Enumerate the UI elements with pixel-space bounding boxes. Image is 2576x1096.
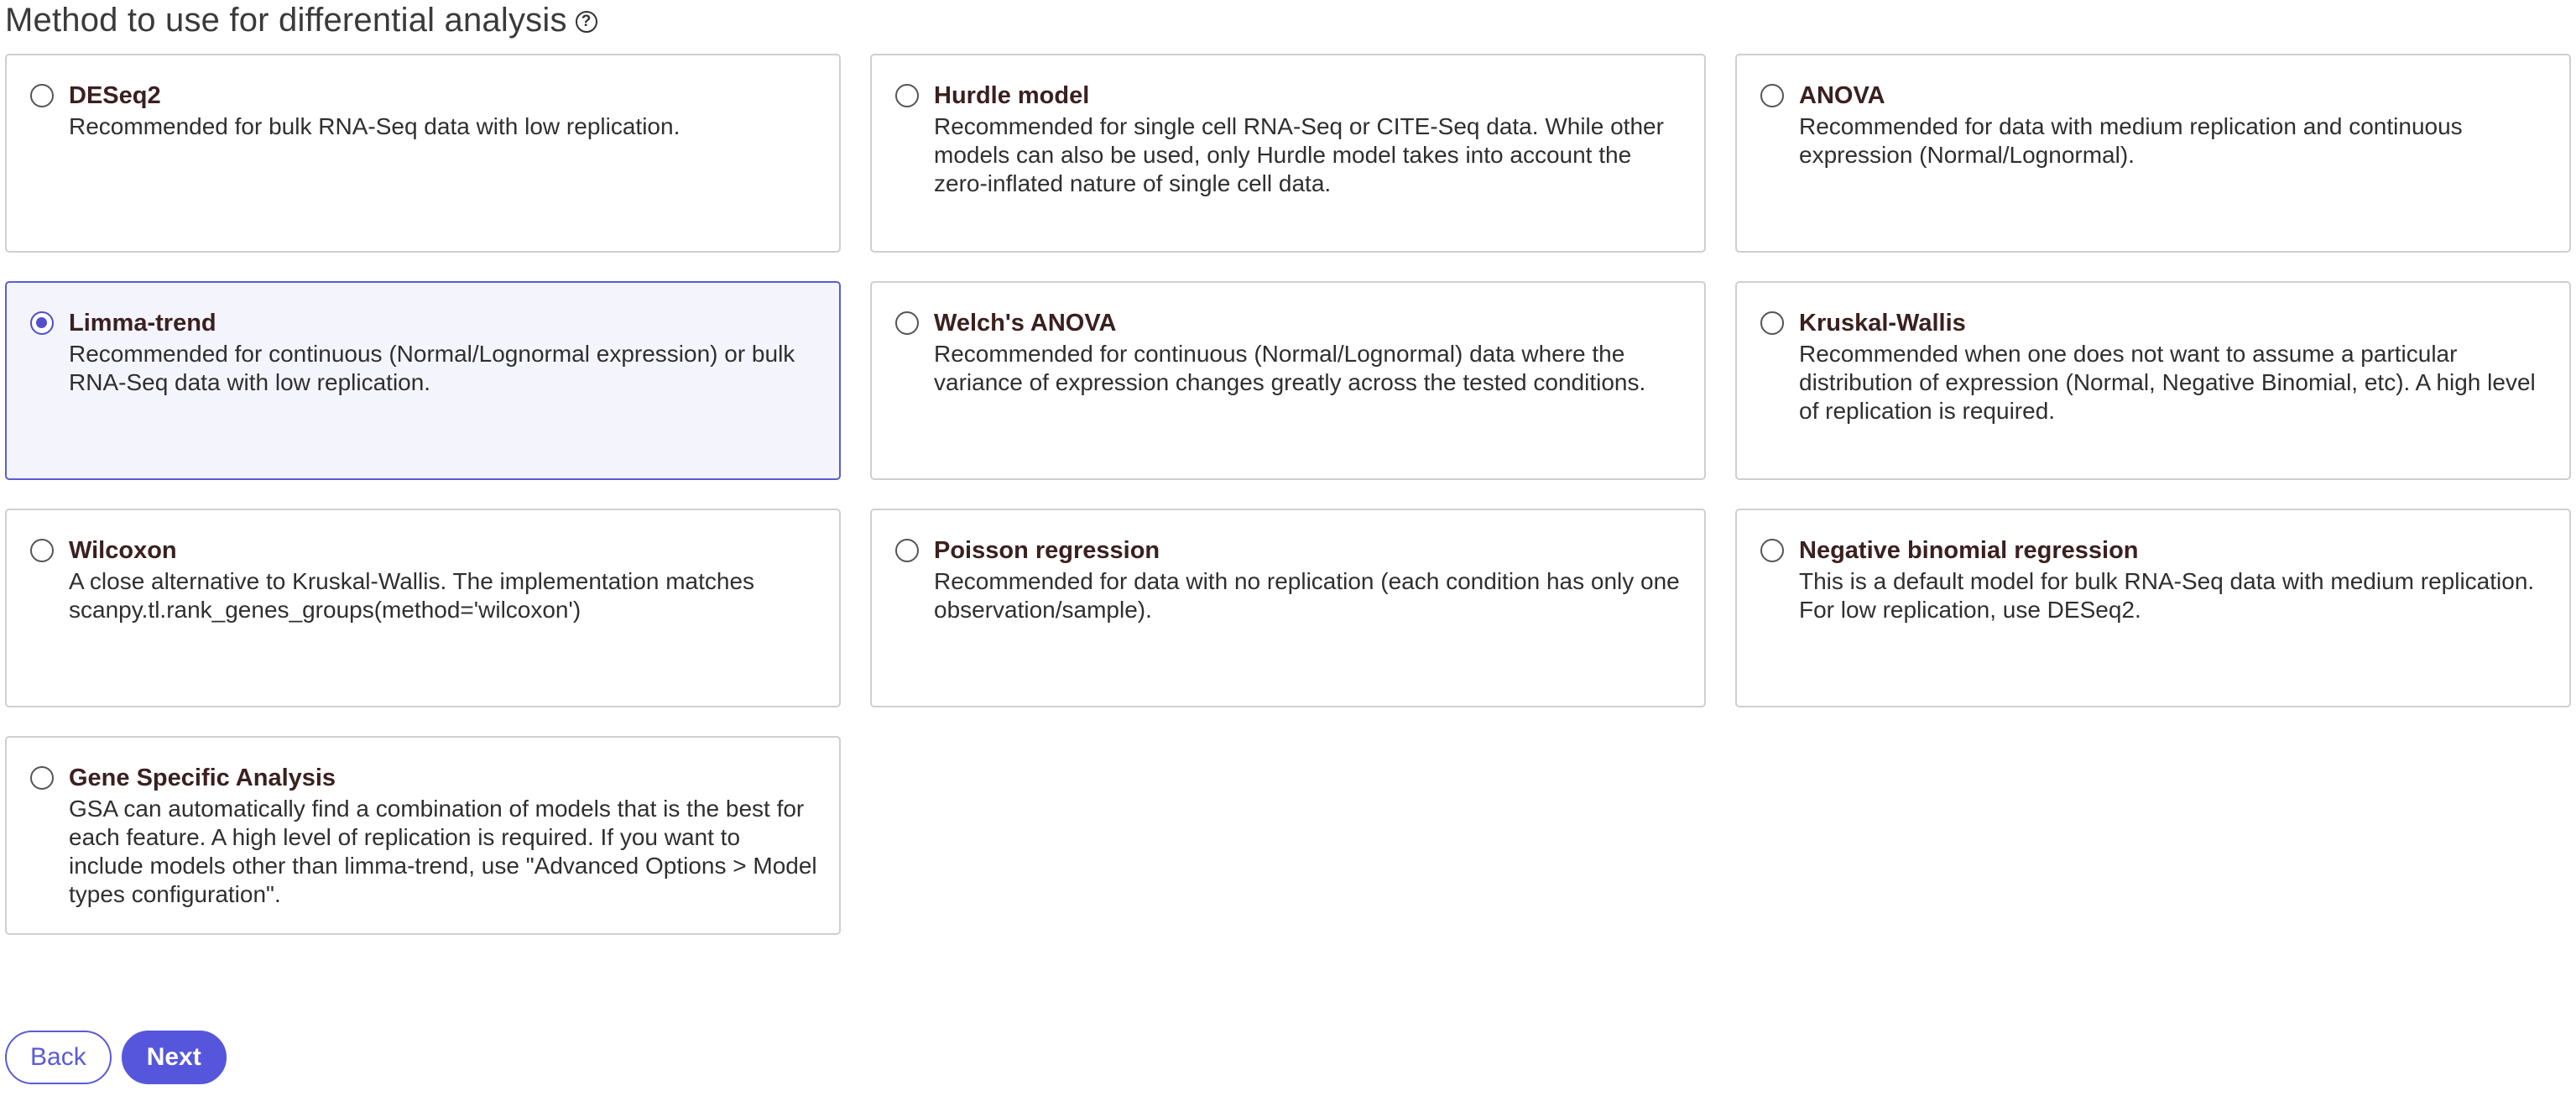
option-description: Recommended for data with medium replication and continuous expression (Normal/Lognormal). [1799, 113, 2463, 168]
radio-negative-binomial-regression[interactable] [1760, 539, 1784, 562]
option-title: Wilcoxon [69, 537, 177, 564]
option-card-welchs-anova[interactable] [870, 281, 1706, 480]
option-card-limma-trend[interactable] [5, 281, 841, 480]
method-options-grid [5, 54, 2571, 935]
option-title: Welch's ANOVA [934, 310, 1117, 337]
option-card-deseq2[interactable] [5, 54, 841, 253]
option-card-negative-binomial-regression[interactable] [1735, 509, 2571, 707]
option-title: DESeq2 [69, 82, 161, 109]
option-card-hurdle-model[interactable] [870, 54, 1706, 253]
radio-limma-trend[interactable] [30, 311, 54, 335]
option-card-wilcoxon[interactable] [5, 509, 841, 707]
option-title: Kruskal-Wallis [1799, 310, 1966, 337]
option-title: Poisson regression [934, 537, 1160, 564]
option-description: Recommended for continuous (Normal/Lognormal expression) or bulk RNA-Seq data with low replication. [69, 341, 795, 395]
option-title: Limma-trend [69, 310, 216, 337]
radio-gene-specific-analysis[interactable] [30, 766, 54, 790]
back-button[interactable]: Back [5, 1031, 112, 1084]
option-description: GSA can automatically find a combination of models that is the best for each feature. A high level of replication is required. If you want to include models other than limma-trend, use "Advanced Options > Model types configuration". [69, 796, 817, 907]
radio-wilcoxon[interactable] [30, 539, 54, 562]
option-title: Negative binomial regression [1799, 537, 2139, 564]
page-title [5, 0, 597, 40]
radio-kruskal-wallis[interactable] [1760, 311, 1784, 335]
option-title: Hurdle model [934, 82, 1090, 109]
option-description: Recommended when one does not want to assume a particular distribution of expression (Normal, Negative Binomial, etc). A high level of replication is required. [1799, 341, 2536, 424]
radio-deseq2[interactable] [30, 84, 54, 107]
page-title-text: Method to use for differential analysis [5, 1, 567, 39]
next-button[interactable]: Next [122, 1031, 227, 1084]
radio-hurdle-model[interactable] [895, 84, 919, 107]
option-description: Recommended for single cell RNA-Seq or CITE-Seq data. While other models can also be used, only Hurdle model takes into account the zero-inflated nature of single cell data. [934, 113, 1664, 196]
option-description: Recommended for continuous (Normal/Lognormal) data where the variance of expression changes greatly across the tested conditions. [934, 341, 1646, 395]
option-title: ANOVA [1799, 82, 1885, 109]
option-description: This is a default model for bulk RNA-Seq data with medium replication. For low replication, use DESeq2. [1799, 568, 2535, 623]
wizard-footer [5, 1031, 227, 1084]
option-card-poisson-regression[interactable] [870, 509, 1706, 707]
option-card-gene-specific-analysis[interactable] [5, 736, 841, 935]
radio-poisson-regression[interactable] [895, 539, 919, 562]
radio-anova[interactable] [1760, 84, 1784, 107]
option-card-kruskal-wallis[interactable] [1735, 281, 2571, 480]
option-description: Recommended for data with no replication (each condition has only one observation/sample). [934, 568, 1680, 623]
help-icon[interactable]: ? [576, 11, 597, 33]
option-description: Recommended for bulk RNA-Seq data with low replication. [69, 113, 681, 139]
option-description: A close alternative to Kruskal-Wallis. The implementation matches scanpy.tl.rank_genes_groups(method='wilcoxon') [69, 568, 755, 623]
option-card-anova[interactable] [1735, 54, 2571, 253]
option-title: Gene Specific Analysis [69, 765, 336, 791]
radio-welchs-anova[interactable] [895, 311, 919, 335]
